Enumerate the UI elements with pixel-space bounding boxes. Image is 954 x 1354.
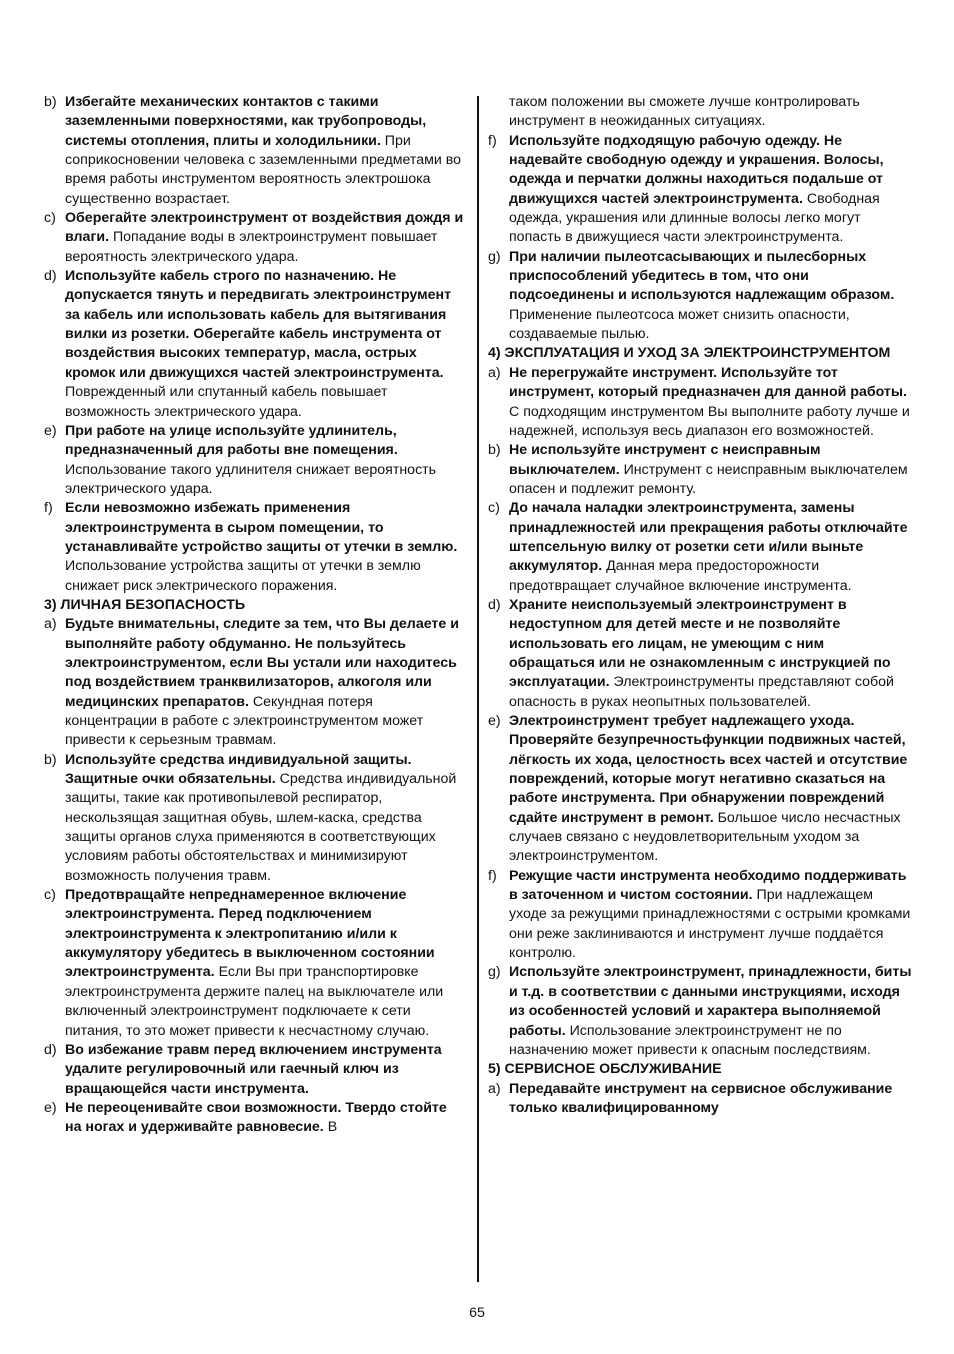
- item-explanation: Применение пылеотсоса может снизить опасности, создаваемые пылью.: [509, 306, 850, 343]
- list-item: [488, 596, 912, 712]
- item-letter: c): [44, 887, 56, 904]
- item-explanation: Попадание воды в электроинструмент повышает вероятность электрического удара.: [65, 229, 438, 265]
- right-list-2: [488, 364, 912, 1060]
- list-item: [44, 1099, 466, 1138]
- item-instruction: При наличии пылеотсасывающих и пылесборных приспособлений убедитесь в том, что они подсоединены и используются надлежащим образом.: [509, 248, 895, 304]
- item-instruction: Используйте подходящую рабочую одежду. Не надевайте свободную одежду и украшения. Волосы, одежда и перчатки должны находиться подальше от движущихся частей электроинструмента.: [509, 132, 884, 207]
- continuation-text: [488, 93, 912, 132]
- list-item: [44, 499, 466, 596]
- list-item: [488, 1080, 912, 1119]
- item-explanation: Использование электроинструмент не по назначению может привести к опасным последствиям.: [509, 1022, 871, 1058]
- item-instruction: Не переоценивайте свои возможности. Твердо стойте на ногах и удерживайте равновесие.: [65, 1099, 447, 1136]
- item-instruction: Во избежание травм перед включением инструмента удалите регулировочный или гаечный ключ из вращающейся части инструмента.: [65, 1041, 442, 1097]
- item-letter: e): [44, 1099, 57, 1116]
- section-heading-personal-safety: 3) ЛИЧНАЯ БЕЗОПАСНОСТЬ: [44, 596, 246, 613]
- item-letter: b): [44, 94, 57, 110]
- item-instruction: Если невозможно избежать применения электроинструмента в сыром помещении, то устанавливайте устройство защиты от утечки в землю.: [65, 500, 458, 555]
- item-letter: g): [488, 248, 501, 265]
- item-instruction: Не перегружайте инструмент. Используйте тот инструмент, который предназначен для данной работы.: [509, 364, 907, 401]
- list-item: [44, 422, 466, 499]
- item-instruction: Не используйте инструмент с неисправным выключателем.: [509, 442, 821, 478]
- item-instruction: Используйте электроинструмент, принадлежности, биты и т.д. в соответствии с данными инструкциями, исходя из особенностей условий и характера выполняемой работы.: [509, 964, 912, 1039]
- item-letter: f): [488, 867, 497, 884]
- item-instruction: Храните неиспользуемый электроинструмент в недоступном для детей месте и не позволяйте использовать его лицам, не умеющим с ним обращаться или не ознакомленным с инструкцией по эксплуатации.: [509, 596, 891, 691]
- item-explanation: Если Вы при транспортировке электроинструмента держите палец на выключателе или включенный электроинструмент подключаете к сети питания, то это может привести к несчастному случаю.: [65, 964, 444, 1039]
- item-letter: g): [488, 964, 501, 981]
- item-instruction: При работе на улице используйте удлинитель, предназначенный для работы вне помещения.: [65, 422, 398, 459]
- item-instruction: Предотвращайте непреднамеренное включение электроинструмента. Перед подключением электроинструмента к электропитанию и/или к аккумулятору убедитесь в выключенном состоянии электроинструмента.: [65, 887, 435, 981]
- item-letter: b): [44, 751, 57, 768]
- item-instruction: Оберегайте электроинструмент от воздействия дождя и влаги.: [65, 210, 464, 246]
- item-letter: e): [44, 422, 57, 439]
- item-letter: b): [488, 442, 501, 459]
- item-explanation: С подходящим инструментом Вы выполните работу лучше и надежней, используя весь диапазон его возможностей.: [509, 403, 910, 439]
- continuation-span: таком положении вы сможете лучше контролировать инструмент в неожиданных ситуациях.: [509, 94, 860, 130]
- item-explanation: Инструмент с неисправным выключателем опасен и подлежит ремонту.: [509, 461, 908, 497]
- item-letter: e): [488, 713, 501, 729]
- item-explanation: При надлежащем уходе за режущими принадлежностями с острыми кромками они реже заклиниваются и инструмент лучше поддаётся контролю.: [509, 887, 911, 962]
- column-divider: [477, 96, 479, 1282]
- item-instruction: Используйте средства индивидуальной защиты. Защитные очки обязательны.: [65, 751, 412, 788]
- item-instruction: Передавайте инструмент на сервисное обслуживание только квалифицированному: [509, 1080, 893, 1116]
- right-list-1: [488, 132, 912, 345]
- item-letter: c): [44, 210, 56, 227]
- item-explanation: Большое число несчастных случаев связано с неудовлетворительным уходом за электроинструментом.: [509, 809, 901, 865]
- list-item: [44, 93, 466, 209]
- item-explanation: Данная мера предосторожности предотвращает случайное включение инструмента.: [509, 558, 852, 594]
- page-number: 65: [469, 1305, 485, 1321]
- item-explanation: В: [323, 1119, 338, 1136]
- item-letter: d): [488, 596, 501, 613]
- item-explanation: Секундная потеря концентрации в работе с электроинструментом может привести к серьезным травмам.: [65, 693, 424, 749]
- list-item: [488, 867, 912, 964]
- section-heading-operation-care: 4) ЭКСПЛУАТАЦИЯ И УХОД ЗА ЭЛЕКТРОИНСТРУМЕНТОМ: [488, 345, 891, 362]
- item-letter: a): [488, 1080, 501, 1097]
- item-explanation: Использование устройства защиты от утечки в землю снижает риск электрического поражения.: [65, 558, 421, 594]
- item-explanation: Средства индивидуальной защиты, такие как противопылевой респиратор, нескользящая защитная обувь, шлем-каска, средства защиты органов слуха применяются в соответствующих условиям работы обстоятельствах и минимизируют возможность получения травм.: [65, 771, 457, 884]
- item-explanation: Электроинструменты представляют собой опасность в руках неопытных пользователей.: [509, 674, 894, 710]
- item-letter: f): [44, 500, 53, 517]
- item-instruction: Будьте внимательны, следите за тем, что Вы делаете и выполняйте работу обдуманно. Не пользуйтесь электроинструментом, если Вы устали или находитесь под воздействием транквилизаторов, алкоголя или медицинских препаратов.: [65, 616, 459, 710]
- left-column: [44, 93, 466, 1138]
- right-column: [488, 93, 912, 1118]
- item-instruction: Используйте кабель строго по назначению. Не допускается тянуть и передвигать электроинструмент за кабель или использовать кабель для вытягивания вилки из розетки. Оберегайте кабель инструмента от воздействия высоких температур, масла, острых кромок или движущихся частей электроинструмента.: [65, 268, 452, 381]
- item-instruction: Режущие части инструмента необходимо поддерживать в заточенном и чистом состоянии.: [509, 867, 907, 904]
- left-list-1: [44, 93, 466, 596]
- list-item: [44, 751, 466, 886]
- item-instruction: Избегайте механических контактов с такими заземленными поверхностями, как трубопроводы, системы отопления, плиты и холодильники.: [65, 94, 427, 149]
- list-item: [488, 963, 912, 1060]
- list-item: [488, 364, 912, 441]
- list-item: [488, 248, 912, 345]
- item-explanation: Свободная одежда, украшения или длинные волосы легко могут попасть в движущиеся части электроинструмента.: [509, 190, 880, 246]
- item-letter: d): [44, 1041, 57, 1058]
- item-letter: a): [488, 364, 501, 381]
- item-letter: f): [488, 132, 497, 149]
- list-item: [488, 499, 912, 596]
- list-item: [44, 1041, 466, 1099]
- right-list-3: [488, 1080, 912, 1119]
- list-item: [44, 209, 466, 267]
- list-item: [44, 886, 466, 1041]
- list-item: [44, 267, 466, 422]
- item-letter: d): [44, 268, 57, 285]
- item-instruction: До начала наладки электроинструмента, замены принадлежностей или прекращения работы отключайте штепсельную вилку от розетки сети и/или выньте аккумулятор.: [509, 500, 908, 575]
- section-heading-service: 5) СЕРВИСНОЕ ОБСЛУЖИВАНИЕ: [488, 1061, 722, 1078]
- list-item: [44, 615, 466, 750]
- item-explanation: Поврежденный или спутанный кабель повышает возможность электрического удара.: [65, 384, 388, 420]
- list-item: [488, 132, 912, 248]
- item-letter: a): [44, 616, 57, 633]
- list-item: [488, 441, 912, 499]
- item-letter: c): [488, 500, 500, 517]
- list-item: [488, 712, 912, 867]
- left-list-2: [44, 615, 466, 1137]
- item-explanation: При соприкосновении человека с заземленными предметами во время работы инструментом вероятность электрошока существенно возрастает.: [65, 132, 462, 207]
- item-explanation: Использование такого удлинителя снижает вероятность электрического удара.: [65, 461, 437, 497]
- item-instruction: Электроинструмент требует надлежащего ухода. Проверяйте безупречностьфункции подвижных частей, лёгкость их хода, целостность всех частей и отсутствие повреждений, которые могут негативно сказаться на работе инструмента. При обнаружении повреждений сдайте инструмент в ремонт.: [509, 713, 908, 826]
